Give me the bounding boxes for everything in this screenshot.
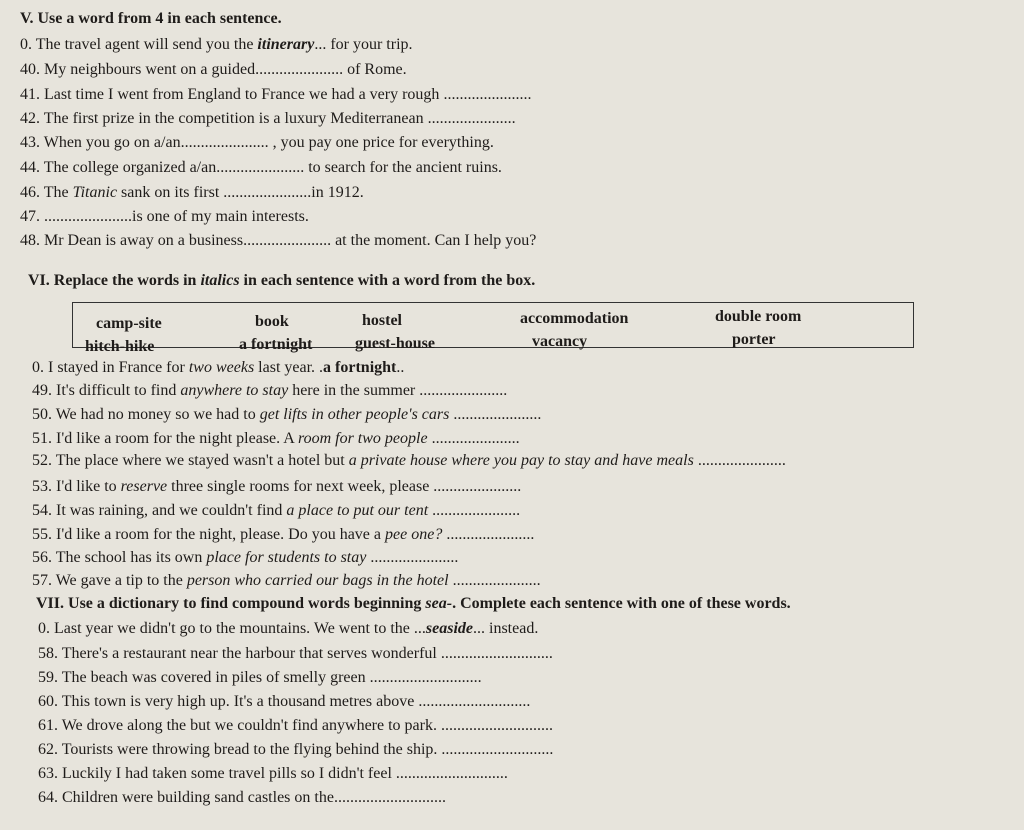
box-word: book <box>255 313 289 330</box>
item-50: 50. We had no money so we had to get lifts in other people's cars ...................... <box>32 406 542 423</box>
box-word: hostel <box>362 312 402 329</box>
item-51: 51. I'd like a room for the night please. A room for two people ...................... <box>32 430 520 447</box>
item-59: 59. The beach was covered in piles of smelly green ............................ <box>38 669 482 686</box>
box-word: camp-site <box>96 315 162 332</box>
item-61: 61. We drove along the but we couldn't find anywhere to park. ............................ <box>38 717 553 734</box>
item-53: 53. I'd like to reserve three single rooms for next week, please ...................... <box>32 478 522 495</box>
item-0-vi: 0. I stayed in France for two weeks last year. .a fortnight.. <box>32 359 405 376</box>
section-vi-title: VI. Replace the words in italics in each sentence with a word from the box. <box>28 272 536 289</box>
item-56: 56. The school has its own place for students to stay ...................... <box>32 549 459 566</box>
item-47: 47. ......................is one of my main interests. <box>20 208 309 225</box>
item-48: 48. Mr Dean is away on a business...................... at the moment. Can I help you? <box>20 232 537 249</box>
item-42: 42. The first prize in the competition is a luxury Mediterranean ...................... <box>20 110 516 127</box>
word-box <box>72 302 914 355</box>
item-0-v: 0. The travel agent will send you the itinerary... for your trip. <box>20 36 413 53</box>
box-word: vacancy <box>532 333 588 350</box>
item-60: 60. This town is very high up. It's a thousand metres above ............................ <box>38 693 531 710</box>
item-58: 58. There's a restaurant near the harbour that serves wonderful ............................ <box>38 645 553 662</box>
item-57: 57. We gave a tip to the person who carried our bags in the hotel ...................... <box>32 572 541 589</box>
section-v-title: V. Use a word from 4 in each sentence. <box>20 10 282 27</box>
box-word: a fortnight <box>239 336 313 353</box>
box-word: double room <box>715 308 802 325</box>
item-44: 44. The college organized a/an...................... to search for the ancient ruins. <box>20 159 502 176</box>
box-word: porter <box>732 331 776 348</box>
item-46: 46. The Titanic sank on its first ......................in 1912. <box>20 184 364 201</box>
item-52: 52. The place where we stayed wasn't a hotel but a private house where you pay to stay and have meals ...................... <box>32 452 786 469</box>
item-43: 43. When you go on a/an...................... , you pay one price for everything. <box>20 134 494 151</box>
item-0-vii: 0. Last year we didn't go to the mountains. We went to the ...seaside... instead. <box>38 620 539 637</box>
item-49: 49. It's difficult to find anywhere to stay here in the summer ...................... <box>32 382 508 399</box>
section-vii-title: VII. Use a dictionary to find compound words beginning sea-. Complete each sentence with one of these words. <box>36 595 791 612</box>
item-62: 62. Tourists were throwing bread to the flying behind the ship. ............................ <box>38 741 554 758</box>
item-54: 54. It was raining, and we couldn't find a place to put our tent ...................... <box>32 502 521 519</box>
box-word: guest-house <box>355 335 436 352</box>
item-63: 63. Luckily I had taken some travel pills so I didn't feel ............................ <box>38 765 508 782</box>
box-word: hitch-hike <box>85 338 155 355</box>
box-word: accommodation <box>520 310 629 327</box>
item-41: 41. Last time I went from England to France we had a very rough ...................... <box>20 86 532 103</box>
item-64: 64. Children were building sand castles on the............................ <box>38 789 446 806</box>
item-55: 55. I'd like a room for the night, please. Do you have a pee one? ...................... <box>32 526 535 543</box>
item-40: 40. My neighbours went on a guided...................... of Rome. <box>20 61 407 78</box>
